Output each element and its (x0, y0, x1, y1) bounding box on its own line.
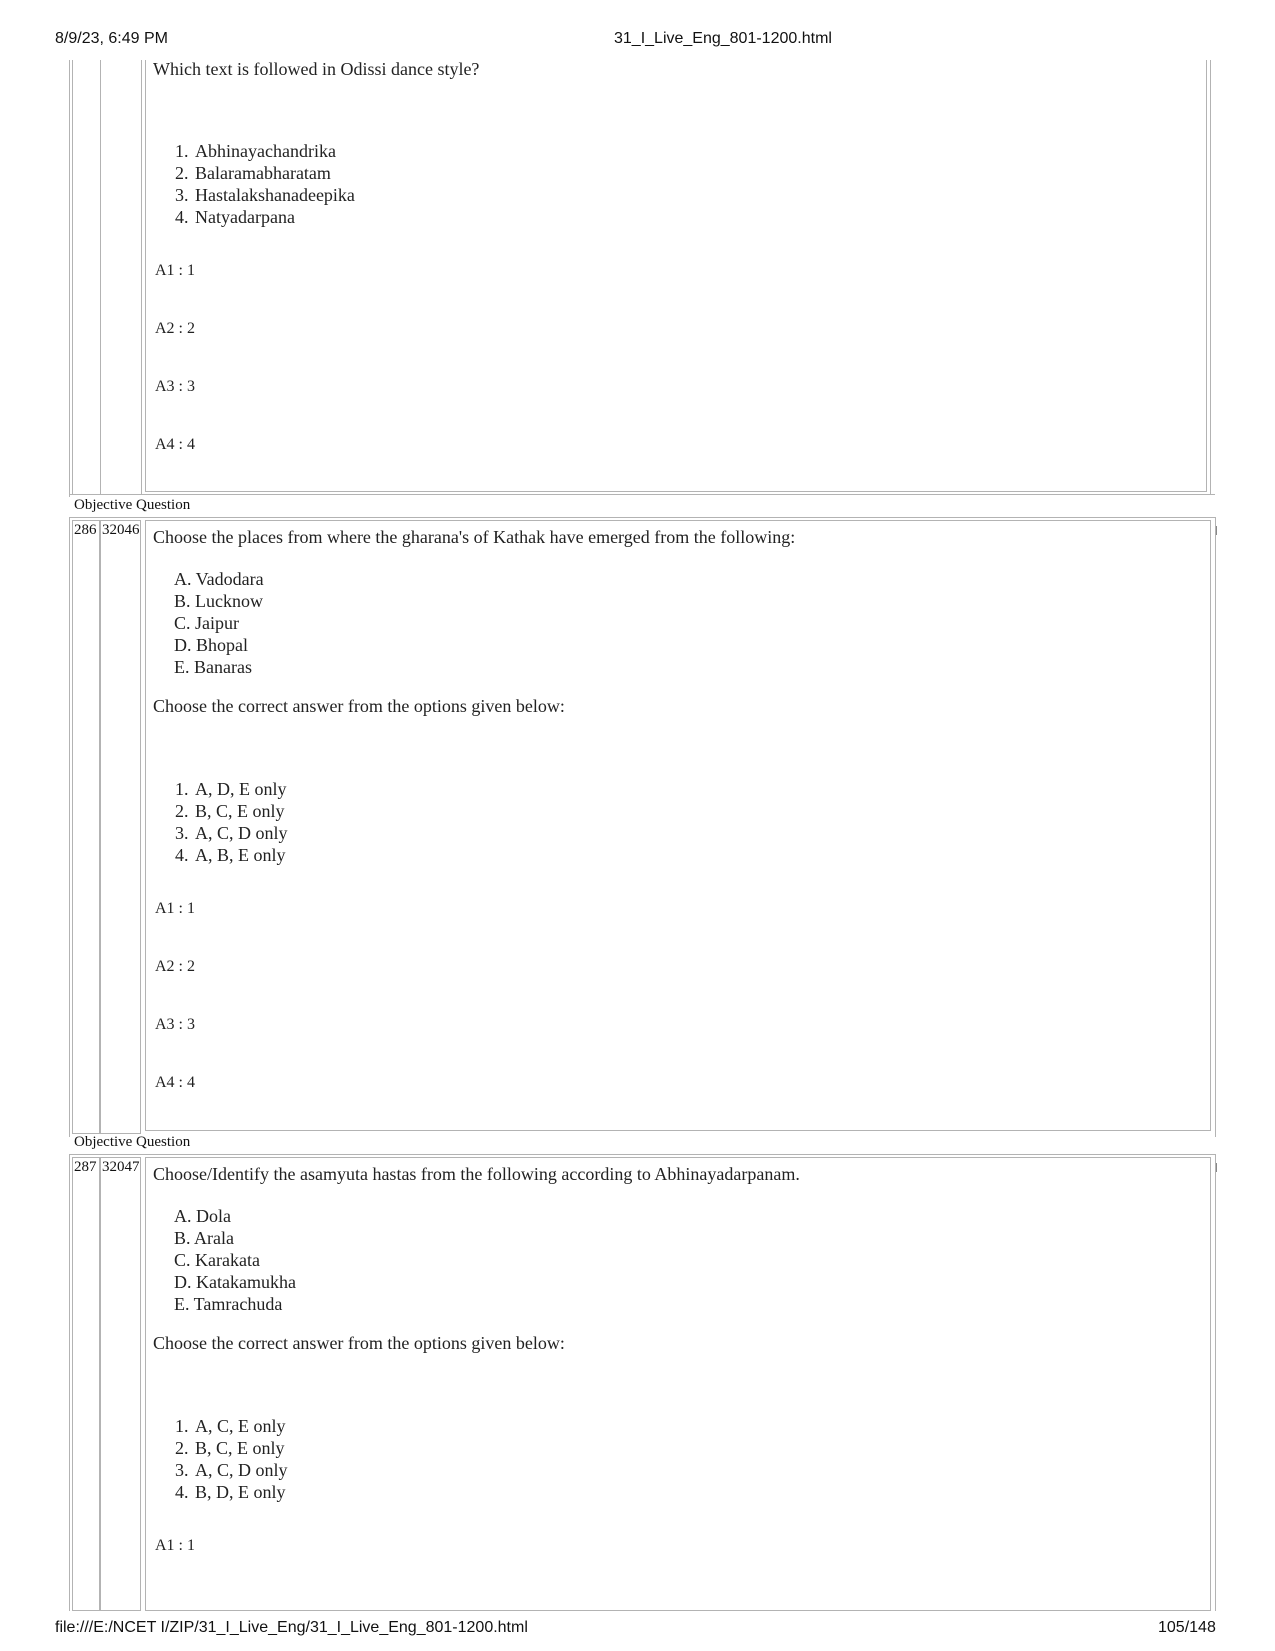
answer-prompt: Choose the correct answer from the options given below: (153, 696, 565, 716)
question-body-cell (145, 520, 1211, 1131)
serial-number: 287 (74, 1159, 97, 1175)
options-list (153, 778, 288, 866)
item: E. Banaras (174, 657, 252, 677)
item: A. Vadodara (174, 569, 264, 589)
options-list (153, 140, 355, 228)
answer-2: A2 : 2 (155, 320, 195, 337)
answer-prompt: Choose the correct answer from the options given below: (153, 1333, 565, 1353)
serial-number: 286 (74, 522, 97, 538)
option-item: 2. B, C, E only (193, 800, 288, 822)
option-item: 3. Hastalakshanadeepika (193, 184, 355, 206)
print-file-path: file:///E:/NCET I/ZIP/31_I_Live_Eng/31_I_Live_Eng_801-1200.html (55, 1619, 528, 1636)
option-item: 2. B, C, E only (193, 1437, 288, 1459)
question-id-cell (100, 520, 141, 1134)
question-body-cell (145, 1157, 1211, 1611)
sr-number-cell (72, 1157, 100, 1611)
option-item: 1. Abhinayachandrika (193, 140, 355, 162)
page-number: 105/148 (1158, 1619, 1216, 1636)
question-text: Which text is followed in Odissi dance style? (153, 59, 480, 79)
answer-4: A4 : 4 (155, 1074, 195, 1091)
question-type-label: Objective Question (74, 497, 191, 513)
answer-1: A1 : 1 (155, 900, 195, 917)
truncated-marker (1212, 1163, 1217, 1172)
truncated-marker (1212, 526, 1217, 535)
option-item: 4. B, D, E only (193, 1481, 288, 1503)
option-item: 1. A, C, E only (193, 1415, 288, 1437)
question-id-cell (100, 1157, 141, 1611)
answer-4: A4 : 4 (155, 436, 195, 453)
option-item: 3. A, C, D only (193, 822, 288, 844)
print-datetime: 8/9/23, 6:49 PM (55, 30, 168, 47)
items-list (153, 1205, 296, 1315)
option-item: 4. A, B, E only (193, 844, 288, 866)
question-text: Choose the places from where the gharana's of Kathak have emerged from the following: (153, 527, 796, 547)
item: C. Jaipur (174, 613, 239, 633)
option-item: 2. Balaramabharatam (193, 162, 355, 184)
items-list (153, 568, 264, 678)
option-item: 3. A, C, D only (193, 1459, 288, 1481)
options-list (153, 1415, 288, 1503)
question-id: 32046 (102, 522, 140, 538)
sr-number-cell (72, 520, 100, 1134)
item: E. Tamrachuda (174, 1294, 283, 1314)
item: B. Lucknow (174, 591, 263, 611)
answer-1: A1 : 1 (155, 262, 195, 279)
question-type-label: Objective Question (74, 1134, 191, 1150)
option-item: 4. Natyadarpana (193, 206, 355, 228)
question-text: Choose/Identify the asamyuta hastas from the following according to Abhinayadarpanam. (153, 1164, 800, 1184)
answer-1: A1 : 1 (155, 1537, 195, 1554)
item: D. Bhopal (174, 635, 248, 655)
item: B. Arala (174, 1228, 234, 1248)
item: A. Dola (174, 1206, 231, 1226)
answer-3: A3 : 3 (155, 378, 195, 395)
question-id: 32047 (102, 1159, 140, 1175)
item: C. Karakata (174, 1250, 260, 1270)
print-title: 31_I_Live_Eng_801-1200.html (614, 30, 832, 47)
answer-3: A3 : 3 (155, 1016, 195, 1033)
item: D. Katakamukha (174, 1272, 296, 1292)
option-item: 1. A, D, E only (193, 778, 288, 800)
answer-2: A2 : 2 (155, 958, 195, 975)
